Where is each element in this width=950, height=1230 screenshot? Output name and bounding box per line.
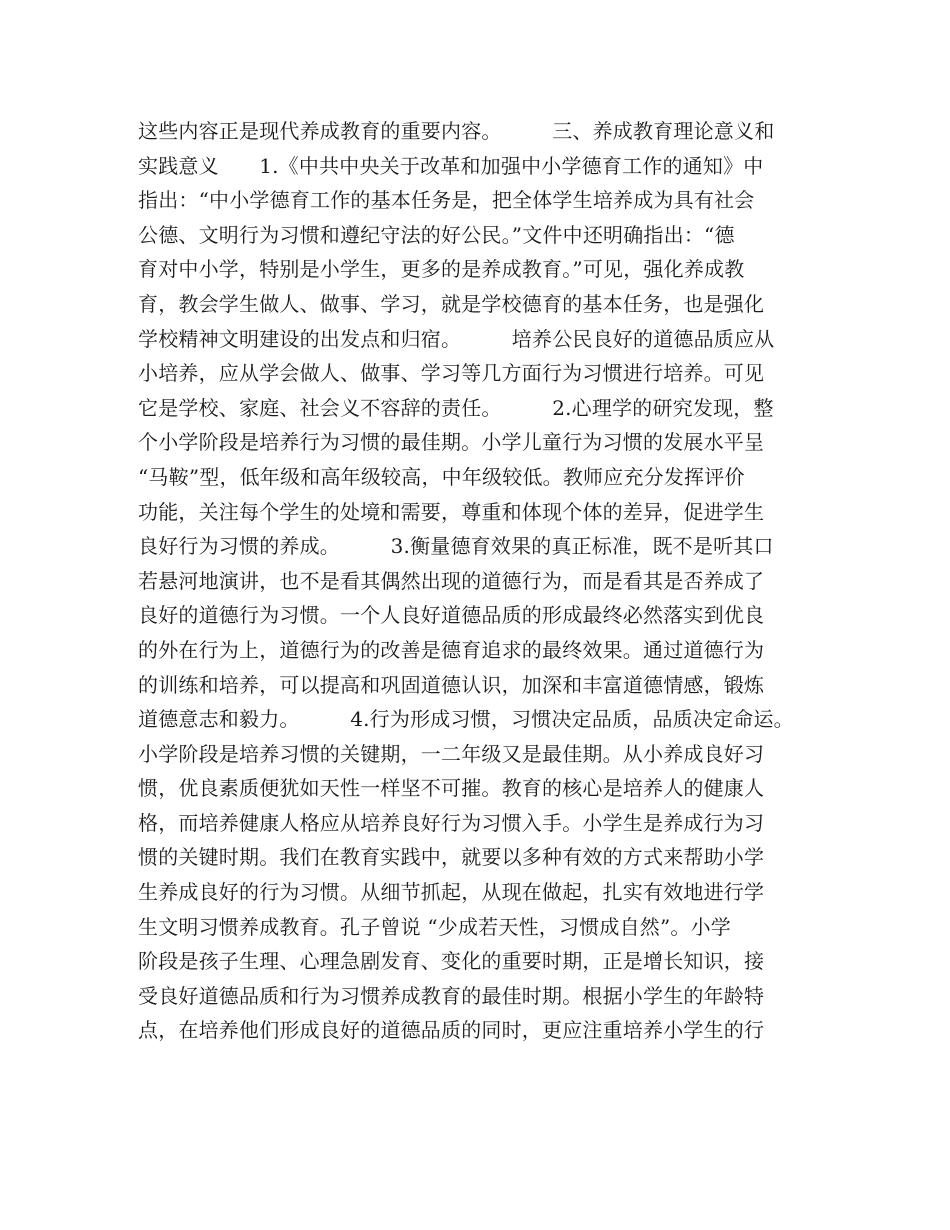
text-line: 它是学校、家庭、社会义不容辞的责任。 2.心理学的研究发现，整 <box>138 395 774 420</box>
text-line: 育对中小学，特别是小学生，更多的是养成教育。”可见，强化养成教 <box>138 257 745 282</box>
text-line: 道德意志和毅力。 4.行为形成习惯，习惯决定品质，品质决定命运。 <box>138 707 794 732</box>
text-line: 格，而培养健康人格应从培养良好行为习惯入手。小学生是养成行为习 <box>138 810 765 835</box>
text-line: 学校精神文明建设的出发点和归宿。 培养公民良好的道德品质应从 <box>138 326 775 351</box>
text-line: 惯，优良素质便犹如天性一样坚不可摧。教育的核心是培养人的健康人 <box>138 776 765 801</box>
text-line: 惯的关键时期。我们在教育实践中，就要以多种有效的方式来帮助小学 <box>138 845 765 870</box>
text-line: 的外在行为上，道德行为的改善是德育追求的最终效果。通过道德行为 <box>138 637 765 662</box>
text-line: 小培养，应从学会做人、做事、学习等几方面行为习惯进行培养。可见 <box>138 361 765 386</box>
text-line: 良好行为习惯的养成。 3.衡量德育效果的真正标准，既不是听其口 <box>138 534 774 559</box>
text-line: 实践意义 1.《中共中央关于改革和加强中小学德育工作的通知》中 <box>138 153 764 178</box>
text-line: 指出：“中小学德育工作的基本任务是，把全体学生培养成为具有社会 <box>138 188 755 213</box>
text-line: 公德、文明行为习惯和遵纪守法的好公民。”文件中还明确指出：“德 <box>138 222 735 247</box>
text-line: 的训练和培养，可以提高和巩固道德认识，加深和丰富道德情感，锻炼 <box>138 672 765 697</box>
text-line: 若悬河地演讲，也不是看其偶然出现的道德行为，而是看其是否养成了 <box>138 568 765 593</box>
text-line: 小学阶段是培养习惯的关键期，一二年级又是最佳期。从小养成良好习 <box>138 741 765 766</box>
text-line: 生文明习惯养成教育。孔子曾说 “少成若天性，习惯成自然”。小学 <box>138 914 732 939</box>
text-line: 点，在培养他们形成良好的道德品质的同时，更应注重培养小学生的行 <box>138 1018 765 1043</box>
text-line: 育，教会学生做人、做事、学习，就是学校德育的基本任务，也是强化 <box>138 291 765 316</box>
text-line: 阶段是孩子生理、心理急剧发育、变化的重要时期，正是增长知识，接 <box>138 949 765 974</box>
text-line: 个小学阶段是培养行为习惯的最佳期。小学儿童行为习惯的发展水平呈 <box>138 430 765 455</box>
text-line: 这些内容正是现代养成教育的重要内容。 三、养成教育理论意义和 <box>138 119 775 143</box>
text-line: “马鞍”型，低年级和高年级较高，中年级较低。教师应充分发挥评价 <box>138 464 745 489</box>
text-line: 功能，关注每个学生的处境和需要，尊重和体现个体的差异，促进学生 <box>138 499 765 524</box>
text-line: 良好的道德行为习惯。一个人良好道德品质的形成最终必然落实到优良 <box>138 603 765 628</box>
text-line: 生养成良好的行为习惯。从细节抓起，从现在做起，扎实有效地进行学 <box>138 880 765 905</box>
text-line: 受良好道德品质和行为习惯养成教育的最佳时期。根据小学生的年龄特 <box>138 983 765 1008</box>
body-text <box>138 114 838 1048</box>
